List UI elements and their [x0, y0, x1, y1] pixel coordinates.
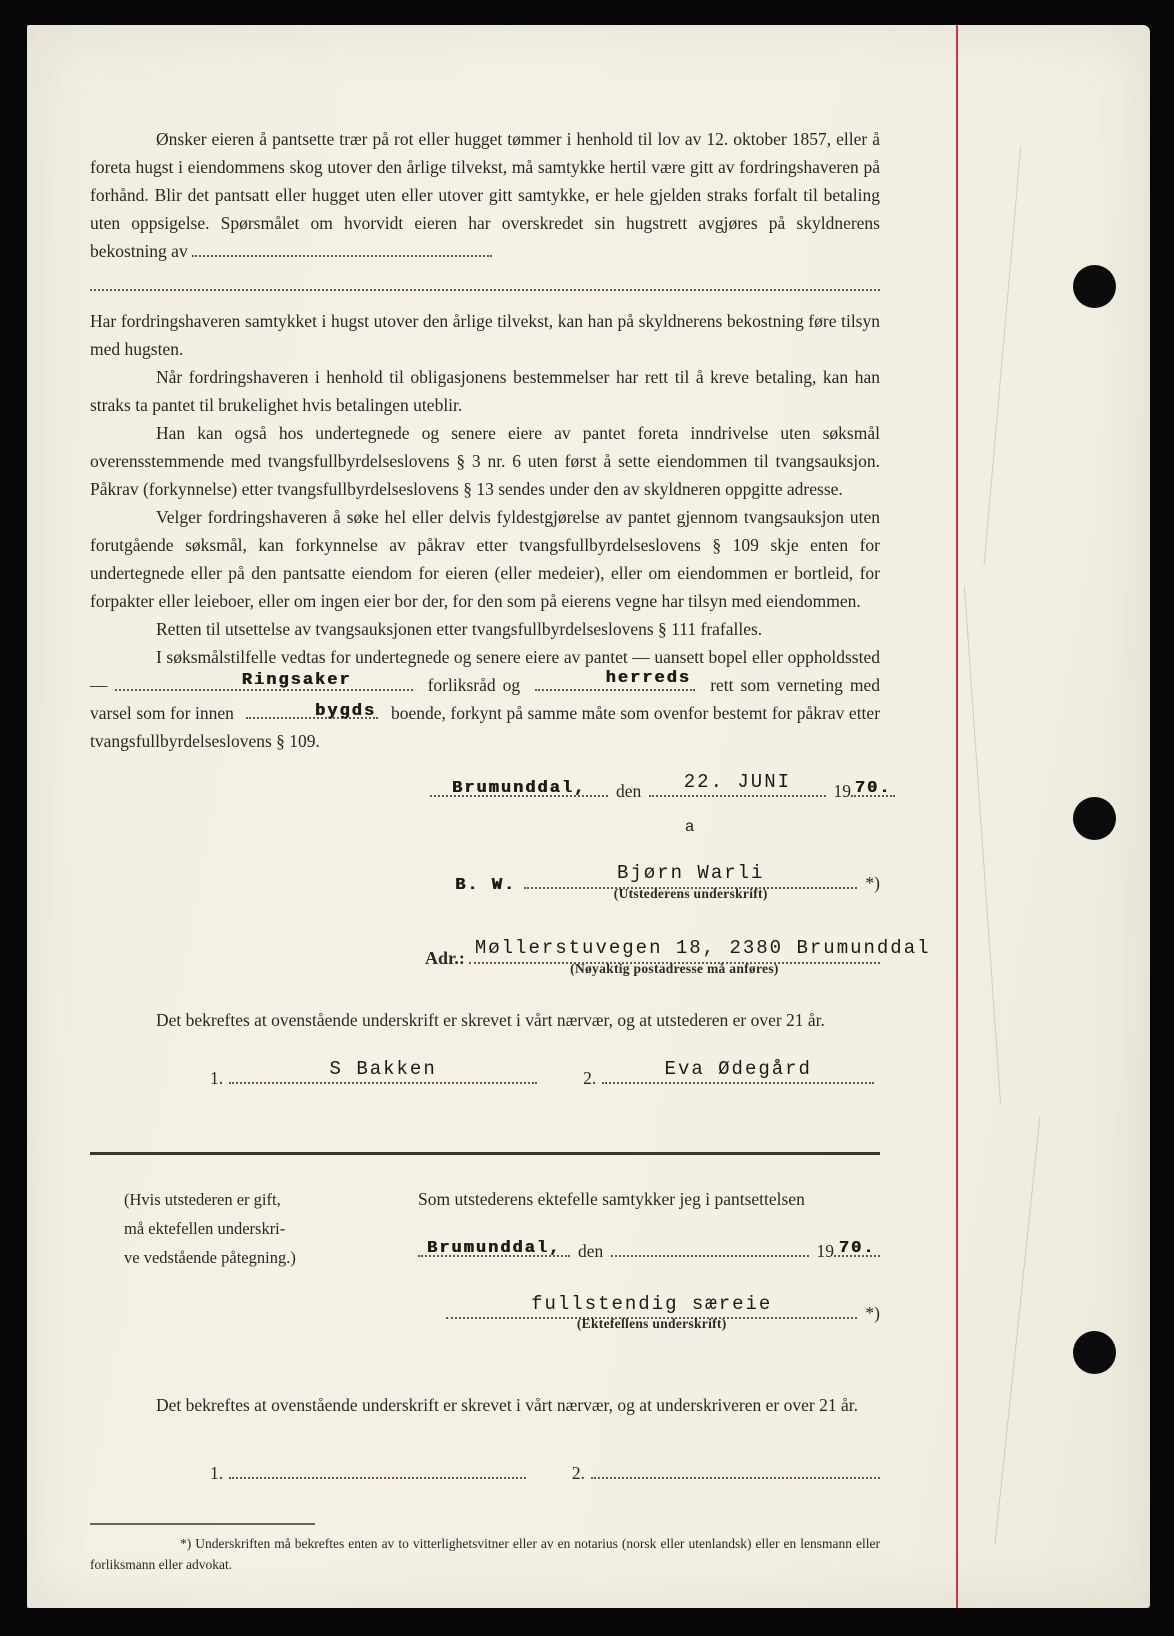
spouse-date-line	[418, 1237, 880, 1265]
empty-witness1-number: 1.	[210, 1463, 224, 1483]
punch-hole	[1073, 265, 1116, 308]
witness2-number: 2.	[583, 1068, 597, 1088]
spouse-footnote-ref-mark: *)	[865, 1303, 880, 1323]
typed-witness2-name: Eva Ødegård	[664, 1058, 812, 1080]
witness-signatures-row	[210, 1058, 880, 1092]
blank-dotted-line	[90, 289, 880, 291]
scan-scratch	[984, 146, 1022, 564]
fill-in-blank	[192, 242, 492, 257]
year-prefix: 19	[833, 781, 851, 801]
typed-spouse-year-entry: 70.	[838, 1239, 876, 1258]
scan-scratch	[995, 1116, 1041, 1544]
empty-witness2-number: 2.	[571, 1463, 585, 1483]
address-label: Adr.:	[425, 948, 465, 968]
issuer-signature-caption: (Utstederens underskrift)	[613, 886, 768, 901]
spouse-place-blank	[418, 1239, 570, 1258]
typed-year-entry: 70.	[854, 779, 892, 798]
address-line	[425, 937, 931, 976]
footnote-rule	[90, 1523, 315, 1525]
spouse-note-line3: ve vedstående påtegning.)	[124, 1248, 296, 1267]
typed-area-entry: bygds	[314, 702, 376, 721]
typed-court-type-entry: herreds	[605, 669, 691, 688]
spouse-year-prefix: 19	[816, 1241, 834, 1261]
spouse-note-line1: (Hvis utstederen er gift,	[124, 1190, 281, 1209]
typed-stamp-mark: a	[684, 818, 697, 836]
typed-initials: B. W.	[455, 876, 517, 895]
den-label: den	[616, 781, 642, 801]
venue-court-type-blank	[535, 669, 695, 691]
venue-district-blank	[115, 671, 413, 691]
spouse-signature-row	[446, 1293, 880, 1331]
typed-spouse-entry: fullstendig særeie	[531, 1293, 773, 1315]
venue-seg2: forliksråd og	[427, 675, 521, 695]
spouse-date-blank	[611, 1242, 808, 1257]
place-blank	[430, 779, 608, 798]
venue-seg3: rett som verneting med varsel som for innen	[90, 675, 880, 723]
issuer-signature-block	[455, 818, 880, 901]
empty-witness1-line	[229, 1464, 526, 1479]
form-content	[90, 25, 931, 1589]
paragraph-satisfaction: Velger fordringshaveren å søke hel eller delvis fyldestgjørelse av pantet gjennom tvangsauksjon uten forutgående søksmål, kan forkynnelse av påkrav etter tvangsfullbyrdelseslovens § 109 skje enten for undertegnede eller på den pantsatte eiendom for eieren (eller medeier), eller om eiendommen er bortleid, for forpakter eller leieboer, eller om ingen eier bor der, for den som på eierens vegne har tilsyn med eiendommen.	[90, 507, 880, 611]
spouse-consent-section	[90, 1185, 880, 1357]
spouse-den-label: den	[578, 1241, 604, 1261]
typed-district-entry: Ringsaker	[241, 671, 352, 690]
spouse-consent-body	[418, 1185, 880, 1357]
paragraph-usage-right: Når fordringshaveren i henhold til obligasjonens bestemmelser har rett til å kreve betaling, kan han straks ta pantet til brukelighet hvis betalingen uteblir.	[90, 367, 880, 415]
spouse-year-blank	[834, 1239, 880, 1258]
venue-area-blank	[246, 704, 378, 719]
typed-issuer-name: Bjørn Warli	[617, 862, 765, 884]
section-divider-line	[90, 1152, 880, 1155]
spouse-consent-text: Som utstederens ektefelle samtykker jeg i pantsettelsen	[418, 1189, 805, 1209]
issuer-date-line	[430, 771, 895, 805]
paragraph-collection: Han kan også hos undertegnede og senere eiere av pantet foreta inndrivelse uten søksmål overensstemmende med tvangsfullbyrdelseslovens § 3 nr. 6 uten først å sette eiendommen til tvangsauksjon. Påkrav (forkynnelse) etter tvangsfullbyrdelseslovens § 13 sendes under den av skyldneren oppgitte adresse.	[90, 423, 880, 499]
typed-spouse-place-entry: Brumunddal,	[426, 1239, 562, 1258]
attestation-issuer: Det bekreftes at ovenstående underskrift er skrevet i vårt nærvær, og at utstederen er over 21 år.	[156, 1010, 825, 1030]
punch-hole	[1073, 797, 1116, 840]
footnote-ref-mark: *)	[865, 873, 880, 893]
typed-witness1-name: S Bakken	[329, 1058, 437, 1080]
venue-seg1: I søksmålstilfelle vedtas for undertegnede og senere eiere av pantet — uansett bopel eller oppholdssted —	[90, 647, 880, 695]
paragraph-venue	[90, 643, 880, 755]
scan-scratch	[964, 586, 1001, 1105]
empty-witness-row	[210, 1459, 880, 1487]
paragraph-postponement: Retten til utsettelse av tvangsauksjonen etter tvangsfullbyrdelseslovens § 111 frafalles.	[156, 619, 763, 639]
spouse-note	[90, 1185, 372, 1357]
footnote-text: Underskriften må bekreftes enten av to vitterlighetsvitner eller av en notarius (norsk eller utenlandsk) eller en lensmann eller forliksmann eller advokat.	[90, 1536, 880, 1572]
year-blank	[851, 779, 895, 798]
paper-sheet	[27, 25, 1150, 1608]
attestation-spouse: Det bekreftes at ovenstående underskrift er skrevet i vårt nærvær, og at underskriveren er over 21 år.	[156, 1395, 858, 1415]
address-caption: (Nøyaktig postadresse må anføres)	[570, 961, 779, 976]
punch-hole	[1073, 1331, 1116, 1374]
paragraph-timber-pledge-text: Ønsker eieren å pantsette trær på rot eller hugget tømmer i henhold til lov av 12. oktober 1857, eller å foreta hugst i eiendommens skog utover den årlige tilvekst, må samtykke hertil være gitt av fordringshaveren på forhånd. Blir det pantsatt eller hugget uten eller utover gitt samtykke, er hele gjelden straks forfalt til betaling uten oppsigelse. Spørsmålet om hvorvidt eieren har overskredet sin hugstrett avgjøres på skyldnerens bekostning av	[90, 129, 880, 261]
footnote-ref: *)	[180, 1536, 192, 1551]
spouse-note-line2: må ektefellen underskri-	[124, 1219, 286, 1238]
issuer-signature-line	[524, 818, 857, 901]
red-margin-line	[956, 25, 958, 1608]
footnote	[90, 1533, 880, 1575]
paragraph-timber-pledge	[90, 125, 880, 265]
date-blank	[649, 771, 825, 797]
witness2-line	[602, 1058, 874, 1084]
witness1-line	[229, 1058, 537, 1084]
typed-address-entry: Møllerstuvegen 18, 2380 Brumunddal	[474, 937, 931, 959]
witness1-number: 1.	[210, 1068, 224, 1088]
address-blank	[469, 937, 931, 976]
venue-seg4: boende, forkynt på samme måte som ovenfor bestemt for påkrav etter tvangsfullbyrdelseslovens § 109.	[90, 703, 881, 751]
empty-witness2-line	[591, 1464, 880, 1479]
spouse-signature-caption: (Ektefellens underskrift)	[576, 1316, 727, 1331]
typed-place-entry: Brumunddal,	[451, 779, 587, 798]
typed-date-entry: 22. JUNI	[683, 771, 791, 793]
spouse-signature-line	[446, 1293, 857, 1331]
paragraph-supervision: Har fordringshaveren samtykket i hugst utover den årlige tilvekst, kan han på skyldnerens bekostning føre tilsyn med hugsten.	[90, 311, 880, 359]
